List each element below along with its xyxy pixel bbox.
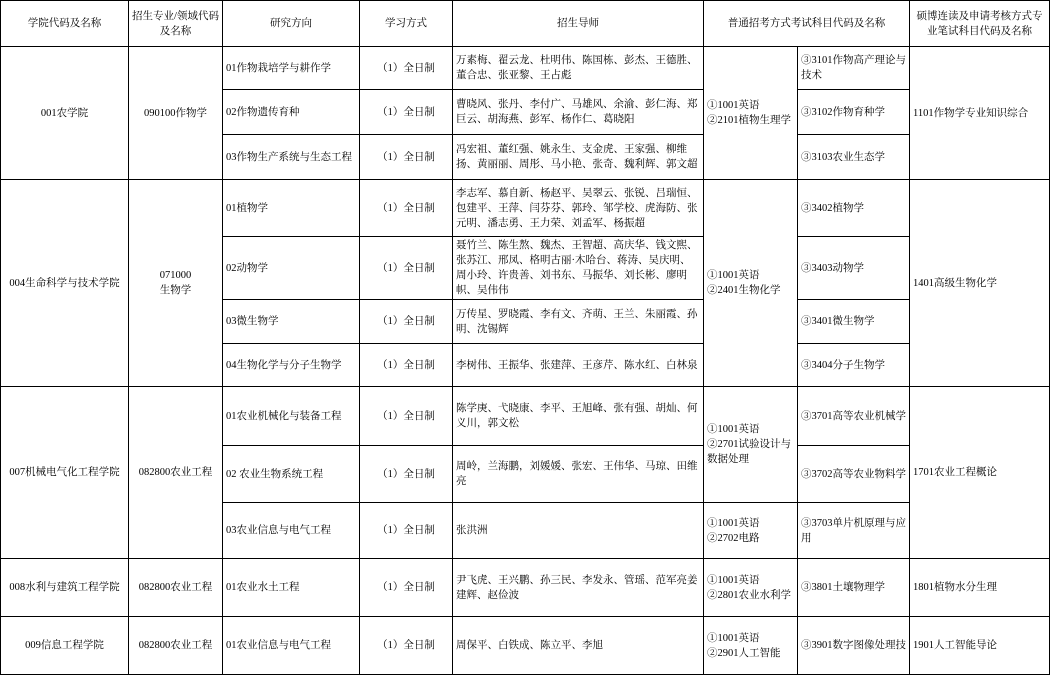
advisors: 万传星、罗晓霞、李有文、齐萌、王兰、朱丽霞、孙明、沈锡辉	[453, 300, 704, 344]
study-mode: （1）全日制	[360, 387, 453, 446]
research-direction: 01农业水土工程	[223, 559, 360, 617]
advisors: 曹晓风、张丹、李付广、马雄风、余渝、彭仁海、郑巨云、胡海燕、彭军、杨作仁、葛晓阳	[453, 90, 704, 135]
exam-subject-3: ③3102作物育种学	[798, 90, 910, 135]
exam-subject-3: ③3404分子生物学	[798, 344, 910, 387]
exam-common-subjects: ①1001英语 ②2401生物化学	[704, 180, 798, 387]
study-mode: （1）全日制	[360, 503, 453, 559]
research-direction: 01农业信息与电气工程	[223, 617, 360, 675]
header-major: 招生专业/领域代码及名称	[129, 1, 223, 47]
college-name: 007机械电气化工程学院	[1, 387, 129, 559]
phd-exam-subject: 1401高级生物化学	[910, 180, 1050, 387]
header-college: 学院代码及名称	[1, 1, 129, 47]
exam-subject-3: ③3901数字图像处理技	[798, 617, 910, 675]
study-mode: （1）全日制	[360, 47, 453, 90]
research-direction: 02 农业生物系统工程	[223, 446, 360, 503]
research-direction: 03作物生产系统与生态工程	[223, 135, 360, 180]
major-name: 071000 生物学	[129, 180, 223, 387]
exam-subject-3: ③3101作物高产理论与技术	[798, 47, 910, 90]
advisors: 李志军、慕自新、杨赵平、吴翠云、张锐、吕瑞恒、包建平、王萍、闫芬芬、郭玲、邹学校、虎海防、张元明、潘志勇、王力荣、刘孟军、杨振超	[453, 180, 704, 237]
study-mode: （1）全日制	[360, 300, 453, 344]
advisors: 聂竹兰、陈生熬、魏杰、王智超、高庆华、钱文熙、张苏江、邢凤、格明古丽·木哈台、蒋涛、吴庆明、周小玲、许贵善、刘书东、马振华、刘长彬、廖明帜、吴伟伟	[453, 237, 704, 300]
research-direction: 04生物化学与分子生物学	[223, 344, 360, 387]
major-name: 090100作物学	[129, 47, 223, 180]
exam-subject-3: ③3701高等农业机械学	[798, 387, 910, 446]
exam-common-subjects: ①1001英语 ②2801农业水利学	[704, 559, 798, 617]
study-mode: （1）全日制	[360, 90, 453, 135]
major-name: 082800农业工程	[129, 387, 223, 559]
exam-subject-3: ③3801土壤物理学	[798, 559, 910, 617]
major-name: 082800农业工程	[129, 559, 223, 617]
table-row	[1, 387, 1050, 446]
study-mode: （1）全日制	[360, 237, 453, 300]
table-row	[1, 180, 1050, 237]
header-row	[1, 1, 1050, 47]
college-name: 008水利与建筑工程学院	[1, 559, 129, 617]
exam-subject-3: ③3103农业生态学	[798, 135, 910, 180]
research-direction: 03农业信息与电气工程	[223, 503, 360, 559]
exam-subject-3: ③3702高等农业物料学	[798, 446, 910, 503]
exam-common-subjects: ①1001英语 ②2701试验设计与数据处理	[704, 387, 798, 503]
advisors: 冯宏祖、董红强、姚永生、支金虎、王家强、柳维扬、黄丽丽、周彤、马小艳、张奇、魏利辉、郭文超	[453, 135, 704, 180]
study-mode: （1）全日制	[360, 344, 453, 387]
advisors: 张洪洲	[453, 503, 704, 559]
header-advisors: 招生导师	[453, 1, 704, 47]
research-direction: 02动物学	[223, 237, 360, 300]
header-phd-exam: 硕博连读及申请考核方式专业笔试科目代码及名称	[910, 1, 1050, 47]
header-direction: 研究方向	[223, 1, 360, 47]
research-direction: 01作物栽培学与耕作学	[223, 47, 360, 90]
table-row	[1, 47, 1050, 90]
major-name: 082800农业工程	[129, 617, 223, 675]
exam-subject-3: ③3401微生物学	[798, 300, 910, 344]
study-mode: （1）全日制	[360, 180, 453, 237]
advisors: 李树伟、王振华、张建萍、王彦芹、陈水红、白林泉	[453, 344, 704, 387]
research-direction: 03微生物学	[223, 300, 360, 344]
research-direction: 02作物遗传育种	[223, 90, 360, 135]
exam-common-subjects: ①1001英语 ②2901人工智能	[704, 617, 798, 675]
research-direction: 01植物学	[223, 180, 360, 237]
table-row	[1, 559, 1050, 617]
advisors: 周岭，兰海鹏，刘媛媛、张宏、王伟华、马琼、田维亮	[453, 446, 704, 503]
college-name: 004生命科学与技术学院	[1, 180, 129, 387]
exam-subject-3: ③3703单片机原理与应用	[798, 503, 910, 559]
exam-common-subjects: ①1001英语 ②2101植物生理学	[704, 47, 798, 180]
study-mode: （1）全日制	[360, 135, 453, 180]
phd-exam-subject: 1101作物学专业知识综合	[910, 47, 1050, 180]
advisors: 万素梅、翟云龙、杜明伟、陈国栋、彭杰、王德胜、董合忠、张亚黎、王占彪	[453, 47, 704, 90]
advisors: 尹飞虎、王兴鹏、孙三民、李发永、管瑶、范军亮姜建辉、赵俭波	[453, 559, 704, 617]
phd-exam-subject: 1801植物水分生理	[910, 559, 1050, 617]
header-exam: 普通招考方式考试科目代码及名称	[704, 1, 910, 47]
college-name: 009信息工程学院	[1, 617, 129, 675]
exam-subject-3: ③3403动物学	[798, 237, 910, 300]
phd-exam-subject: 1701农业工程概论	[910, 387, 1050, 559]
study-mode: （1）全日制	[360, 446, 453, 503]
research-direction: 01农业机械化与装备工程	[223, 387, 360, 446]
table-row	[1, 617, 1050, 675]
study-mode: （1）全日制	[360, 559, 453, 617]
college-name: 001农学院	[1, 47, 129, 180]
phd-exam-subject: 1901人工智能导论	[910, 617, 1050, 675]
exam-subject-3: ③3402植物学	[798, 180, 910, 237]
study-mode: （1）全日制	[360, 617, 453, 675]
exam-common-subjects: ①1001英语 ②2702电路	[704, 503, 798, 559]
advisors: 陈学庚、弋晓康、李平、王旭峰、张有强、胡灿、何义川，郭文松	[453, 387, 704, 446]
header-mode: 学习方式	[360, 1, 453, 47]
advisors: 周保平、白铁成、陈立平、李旭	[453, 617, 704, 675]
